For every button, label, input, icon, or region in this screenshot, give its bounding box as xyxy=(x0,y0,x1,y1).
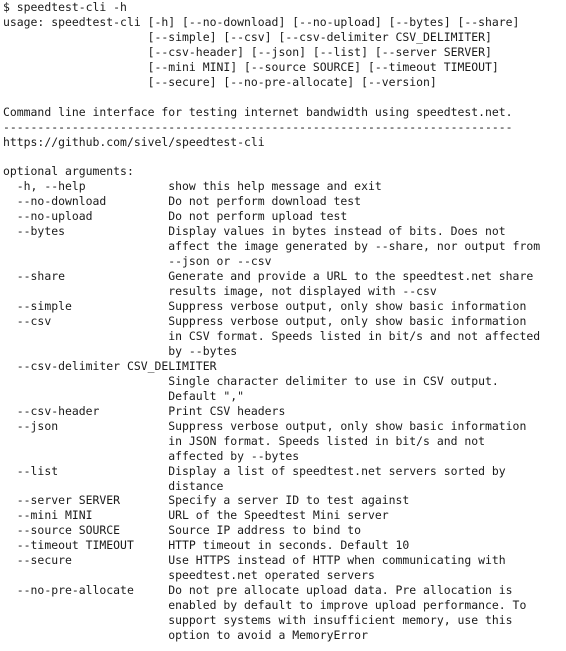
option-json-line: --json Suppress verbose output, only show basic information xyxy=(3,418,527,433)
option-bytes-line: --json or --csv xyxy=(3,254,272,269)
option-list-line: distance xyxy=(3,478,224,493)
terminal-output xyxy=(3,0,565,651)
option-csv-line: in CSV format. Speeds listed in bit/s and not affected xyxy=(3,328,541,343)
option-server-line: --server SERVER Specify a server ID to test against xyxy=(3,493,410,508)
option-json-line: affected by --bytes xyxy=(3,448,300,463)
option-simple-line: --simple Suppress verbose output, only show basic information xyxy=(3,299,527,314)
option-csv-delimiter-line: Default "," xyxy=(3,388,245,403)
usage-line: [--simple] [--csv] [--csv-delimiter CSV_DELIMITER] xyxy=(3,29,492,44)
usage-line: [--csv-header] [--json] [--list] [--server SERVER] xyxy=(3,44,492,59)
usage-line: usage: speedtest-cli [-h] [--no-download] [--no-upload] [--bytes] [--share] xyxy=(3,14,520,29)
option-share-line: --share Generate and provide a URL to the speedtest.net share xyxy=(3,269,534,284)
option-list-line: --list Display a list of speedtest.net servers sorted by xyxy=(3,463,506,478)
option-csv-line: --csv Suppress verbose output, only show basic information xyxy=(3,314,527,329)
option-no-pre-allocate-line: --no-pre-allocate Do not pre allocate upload data. Pre allocation is xyxy=(3,583,513,598)
option-no-upload-line: --no-upload Do not perform upload test xyxy=(3,209,348,224)
usage-line: [--mini MINI] [--source SOURCE] [--timeout TIMEOUT] xyxy=(3,59,499,74)
option-secure-line: speedtest.net operated servers xyxy=(3,568,375,583)
option-timeout-line: --timeout TIMEOUT HTTP timeout in seconds. Default 10 xyxy=(3,538,410,553)
option-csv-delimiter-line: --csv-delimiter CSV_DELIMITER xyxy=(3,358,217,373)
option-csv-header-line: --csv-header Print CSV headers xyxy=(3,403,286,418)
usage-line: [--secure] [--no-pre-allocate] [--version] xyxy=(3,74,437,89)
option-help-line: -h, --help show this help message and exit xyxy=(3,179,382,194)
project-url-line: https://github.com/sivel/speedtest-cli xyxy=(3,134,265,149)
option-no-download-line: --no-download Do not perform download test xyxy=(3,194,362,209)
blank-line xyxy=(3,150,565,165)
section-heading: optional arguments: xyxy=(3,164,134,179)
option-no-pre-allocate-line: support systems with insufficient memory, use this xyxy=(3,613,513,628)
option-no-pre-allocate-line: option to avoid a MemoryError xyxy=(3,628,368,643)
option-no-pre-allocate-line: enabled by default to improve upload performance. To xyxy=(3,598,527,613)
description-line: Command line interface for testing internet bandwidth using speedtest.net. xyxy=(3,104,513,119)
option-bytes-line: affect the image generated by --share, nor output from xyxy=(3,239,541,254)
option-secure-line: --secure Use HTTPS instead of HTTP when communicating with xyxy=(3,553,506,568)
option-share-line: results image, not displayed with --csv xyxy=(3,284,437,299)
option-csv-line: by --bytes xyxy=(3,343,238,358)
option-csv-delimiter-line: Single character delimiter to use in CSV output. xyxy=(3,373,499,388)
option-json-line: in JSON format. Speeds listed in bit/s and not xyxy=(3,433,486,448)
command-line: $ speedtest-cli -h xyxy=(3,0,127,14)
separator-line: -------------------------------------------------------------------------- xyxy=(3,119,513,134)
option-source-line: --source SOURCE Source IP address to bind to xyxy=(3,523,362,538)
option-mini-line: --mini MINI URL of the Speedtest Mini server xyxy=(3,508,389,523)
blank-line xyxy=(3,90,565,105)
option-bytes-line: --bytes Display values in bytes instead of bits. Does not xyxy=(3,224,506,239)
